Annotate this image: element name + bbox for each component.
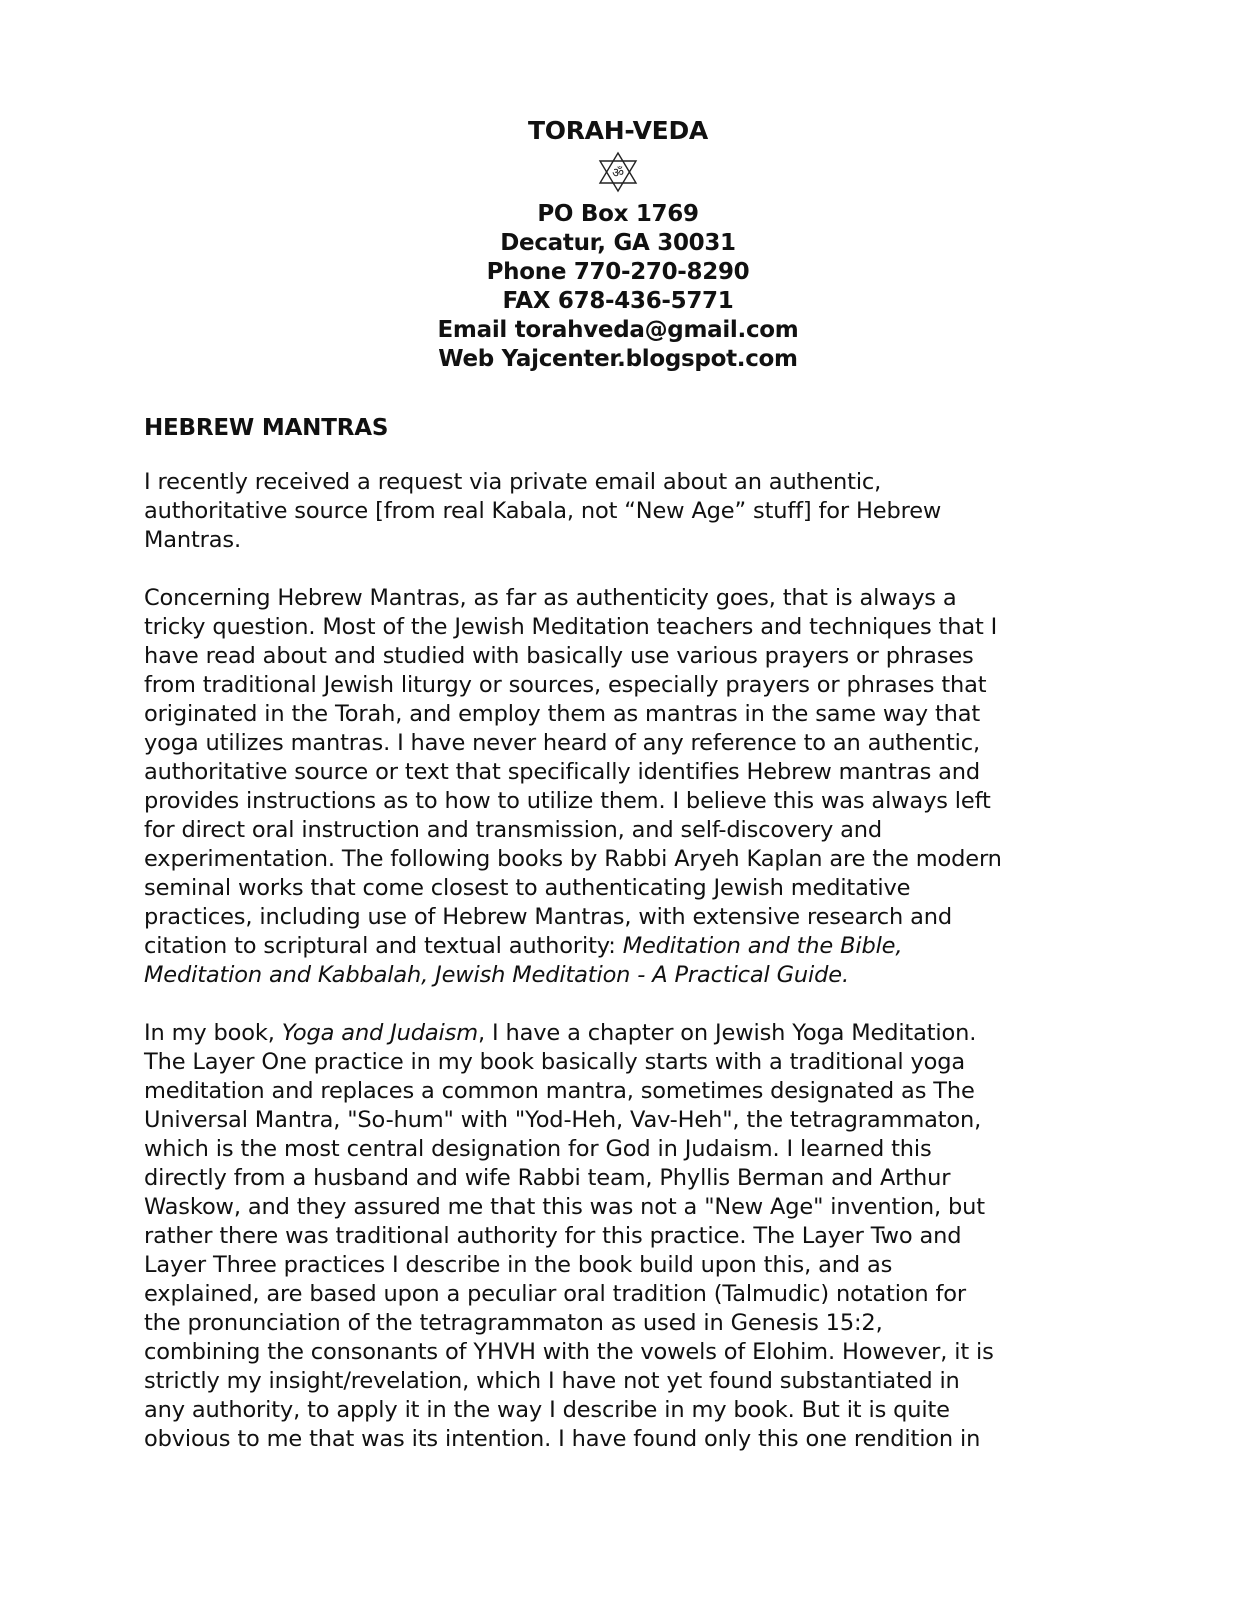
text-line: Waskow, and they assured me that this was not a "New Age" invention, but [144, 1194, 985, 1220]
text-line: obvious to me that was its intention. I have found only this one rendition in [144, 1426, 981, 1452]
text-line: for direct oral instruction and transmission, and self-discovery and [144, 817, 882, 843]
phone: Phone 770-270-8290 [486, 259, 750, 285]
article-body [144, 410, 1084, 1483]
contact-block [0, 200, 1236, 374]
text-line: I recently received a request via private email about an authentic, [144, 469, 882, 495]
text-line: Layer Three practices I describe in the book build upon this, and as [144, 1252, 893, 1278]
citation-text: citation to scriptural and textual authority: [144, 933, 623, 959]
text-line: strictly my insight/revelation, which I have not yet found substantiated in [144, 1368, 960, 1394]
email: Email torahveda@gmail.com [437, 317, 799, 343]
section-heading: HEBREW MANTRAS [144, 415, 389, 441]
text-line [144, 1019, 1084, 1048]
paragraph-3 [144, 1019, 1084, 1454]
po-box: PO Box 1769 [537, 201, 699, 227]
text-line: experimentation. The following books by Rabbi Aryeh Kaplan are the modern [144, 846, 1002, 872]
website: Web Yajcenter.blogspot.com [438, 346, 798, 372]
star-of-david-om-icon [595, 150, 641, 194]
paragraph-2 [144, 584, 1084, 990]
book-title-italic: Yoga and Judaism [281, 1020, 478, 1046]
paragraph-1 [144, 468, 1084, 555]
text-line: any authority, to apply it in the way I describe in my book. But it is quite [144, 1397, 950, 1423]
text-line: rather there was traditional authority for this practice. The Layer Two and [144, 1223, 962, 1249]
text-line: authoritative source [from real Kabala, not “New Age” stuff] for Hebrew [144, 498, 942, 524]
text-line: directly from a husband and wife Rabbi team, Phyllis Berman and Arthur [144, 1165, 951, 1191]
city-state-zip: Decatur, GA 30031 [500, 230, 736, 256]
text-segment: , I have a chapter on Jewish Yoga Meditation. [478, 1020, 977, 1046]
text-line: Universal Mantra, "So-hum" with "Yod-Heh, Vav-Heh", the tetragrammaton, [144, 1107, 982, 1133]
text-segment: In my book, [144, 1020, 282, 1046]
text-line: the pronunciation of the tetragrammaton as used in Genesis 15:2, [144, 1310, 883, 1336]
text-line [144, 932, 1084, 961]
text-line: tricky question. Most of the Jewish Meditation teachers and techniques that I [144, 614, 998, 640]
text-line: which is the most central designation for God in Judaism. I learned this [144, 1136, 932, 1162]
text-line: Mantras. [144, 527, 241, 553]
text-line: meditation and replaces a common mantra, sometimes designated as The [144, 1078, 975, 1104]
fax: FAX 678-436-5771 [502, 288, 734, 314]
text-line: authoritative source or text that specifically identifies Hebrew mantras and [144, 759, 981, 785]
text-line: explained, are based upon a peculiar oral tradition (Talmudic) notation for [144, 1281, 967, 1307]
letterhead [0, 112, 1236, 374]
text-line: from traditional Jewish liturgy or sources, especially prayers or phrases that [144, 672, 987, 698]
text-line: Concerning Hebrew Mantras, as far as authenticity goes, that is always a [144, 585, 957, 611]
svg-text:ॐ: ॐ [612, 166, 624, 181]
text-line: originated in the Torah, and employ them as mantras in the same way that [144, 701, 981, 727]
book-titles-italic: Meditation and Kabbalah, Jewish Meditation - A Practical Guide. [144, 962, 849, 988]
book-title-italic: Meditation and the Bible, [622, 933, 903, 959]
text-line: combining the consonants of YHVH with the vowels of Elohim. However, it is [144, 1339, 994, 1365]
text-line: yoga utilizes mantras. I have never heard of any reference to an authentic, [144, 730, 980, 756]
text-line: The Layer One practice in my book basically starts with a traditional yoga [144, 1049, 966, 1075]
text-line [144, 961, 1084, 990]
text-line: seminal works that come closest to authenticating Jewish meditative [144, 875, 911, 901]
org-name: TORAH-VEDA [528, 116, 708, 145]
text-line: provides instructions as to how to utilize them. I believe this was always left [144, 788, 991, 814]
text-line: have read about and studied with basically use various prayers or phrases [144, 643, 974, 669]
text-line: practices, including use of Hebrew Mantras, with extensive research and [144, 904, 953, 930]
